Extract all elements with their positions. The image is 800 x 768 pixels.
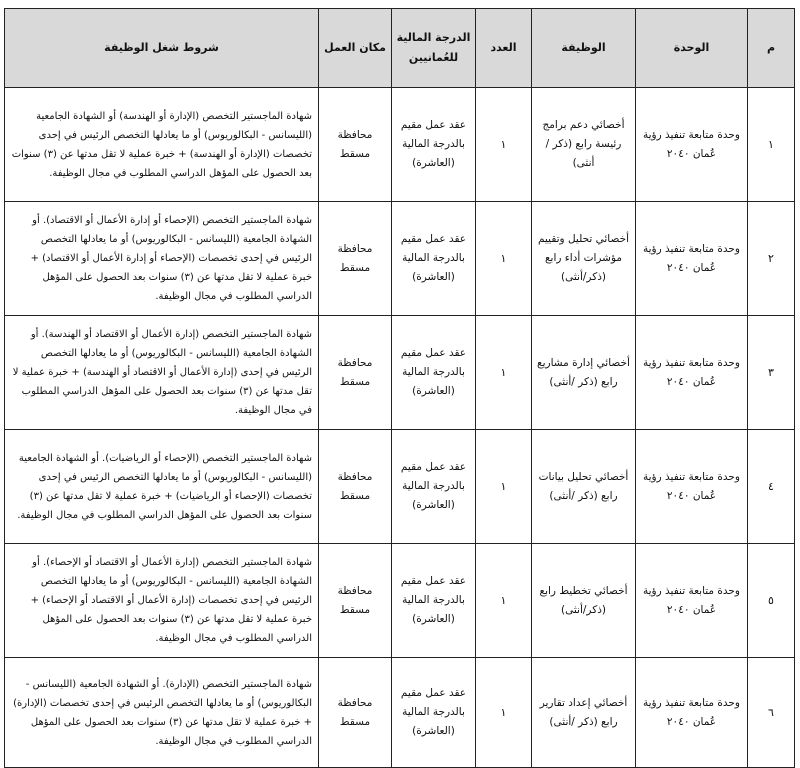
job-cell: أخصائي تحليل وتقييم مؤشرات أداء رابع (ذكر/أنثى) <box>532 202 636 316</box>
conditions-cell: شهادة الماجستير التخصص (إدارة الأعمال أو الاقتصاد أو الهندسة). أو الشهادة الجامعية (الليسانس - البكالوريوس) أو ما يعادلها التخصص الرئيس في إحدى (إدارة الأعمال أو الاقتصاد أو الهندسة) + خبرة عملية لا تقل مدتها عن (٣) سنوات بعد الحصول على المؤهل الدراسي المطلوب في مجال الوظيفة. <box>5 316 319 430</box>
header-grade: الدرجة المالية للعُمانيين <box>392 9 476 88</box>
grade-cell: عقد عمل مقيم بالدرجة المالية (العاشرة) <box>392 202 476 316</box>
table-row <box>5 430 795 544</box>
count-cell: ١ <box>476 316 532 430</box>
table-row <box>5 88 795 202</box>
row-number: ٦ <box>748 658 795 768</box>
place-cell: محافظة مسقط <box>319 658 392 768</box>
table-row <box>5 658 795 768</box>
header-conditions: شروط شغل الوظيفة <box>5 9 319 88</box>
conditions-cell: شهادة الماجستير التخصص (الإدارة). أو الشهادة الجامعية (الليسانس - البكالوريوس) أو ما يعادلها التخصص الرئيس في إحدى تخصصات (الإدارة) + خبرة عملية لا تقل مدتها عن (٣) سنوات بعد الحصول على المؤهل الدراسي المطلوب في مجال الوظيفة. <box>5 658 319 768</box>
header-unit: الوحدة <box>636 9 748 88</box>
grade-cell: عقد عمل مقيم بالدرجة المالية (العاشرة) <box>392 88 476 202</box>
count-cell: ١ <box>476 544 532 658</box>
conditions-cell: شهادة الماجستير التخصص (الإحصاء أو إدارة الأعمال أو الاقتصاد). أو الشهادة الجامعية (الليسانس - البكالوريوس) أو ما يعادلها التخصص الرئيس في إحدى تخصصات (الإحصاء أو إدارة الأعمال أو الاقتصاد) + خبرة عملية لا تقل مدتها عن (٣) سنوات بعد الحصول على المؤهل الدراسي المطلوب في مجال الوظيفة. <box>5 202 319 316</box>
header-place: مكان العمل <box>319 9 392 88</box>
conditions-cell: شهادة الماجستير التخصص (الإدارة أو الهندسة) أو الشهادة الجامعية (الليسانس - البكالوريوس) أو ما يعادلها التخصص الرئيس في إحدى تخصصات (الإدارة أو الهندسة) + خبرة عملية لا تقل مدتها عن (٣) سنوات بعد الحصول على المؤهل الدراسي المطلوب في مجال الوظيفة. <box>5 88 319 202</box>
row-number: ٣ <box>748 316 795 430</box>
conditions-cell: شهادة الماجستير التخصص (إدارة الأعمال أو الاقتصاد أو الإحصاء). أو الشهادة الجامعية (الليسانس - البكالوريوس) أو ما يعادلها التخصص الرئيس في إحدى تخصصات (إدارة الأعمال أو الاقتصاد أو الإحصاء) + خبرة عملية لا تقل مدتها عن (٣) سنوات بعد الحصول على المؤهل الدراسي المطلوب في مجال الوظيفة. <box>5 544 319 658</box>
count-cell: ١ <box>476 202 532 316</box>
table-row <box>5 202 795 316</box>
row-number: ١ <box>748 88 795 202</box>
count-cell: ١ <box>476 658 532 768</box>
conditions-cell: شهادة الماجستير التخصص (الإحصاء أو الرياضيات). أو الشهادة الجامعية (الليسانس - البكالوريوس) أو ما يعادلها التخصص الرئيس في إحدى تخصصات (الإحصاء أو الرياضيات) + خبرة عملية لا تقل مدتها عن (٣) سنوات بعد الحصول على المؤهل الدراسي المطلوب في مجال الوظيفة. <box>5 430 319 544</box>
table-row <box>5 544 795 658</box>
job-cell: أخصائي تخطيط رابع (ذكر/أنثى) <box>532 544 636 658</box>
job-cell: أخصائي إعداد تقارير رابع (ذكر /أنثى) <box>532 658 636 768</box>
grade-cell: عقد عمل مقيم بالدرجة المالية (العاشرة) <box>392 430 476 544</box>
header-no: م <box>748 9 795 88</box>
unit-cell: وحدة متابعة تنفيذ رؤية عُمان ٢٠٤٠ <box>636 430 748 544</box>
job-cell: أخصائي دعم برامج رئيسة رابع (ذكر /أنثى) <box>532 88 636 202</box>
unit-cell: وحدة متابعة تنفيذ رؤية عُمان ٢٠٤٠ <box>636 88 748 202</box>
header-job: الوظيفة <box>532 9 636 88</box>
unit-cell: وحدة متابعة تنفيذ رؤية عُمان ٢٠٤٠ <box>636 202 748 316</box>
place-cell: محافظة مسقط <box>319 202 392 316</box>
place-cell: محافظة مسقط <box>319 88 392 202</box>
row-number: ٤ <box>748 430 795 544</box>
header-count: العدد <box>476 9 532 88</box>
unit-cell: وحدة متابعة تنفيذ رؤية عُمان ٢٠٤٠ <box>636 658 748 768</box>
jobs-table <box>4 8 795 768</box>
grade-cell: عقد عمل مقيم بالدرجة المالية (العاشرة) <box>392 658 476 768</box>
row-number: ٥ <box>748 544 795 658</box>
place-cell: محافظة مسقط <box>319 544 392 658</box>
count-cell: ١ <box>476 430 532 544</box>
grade-cell: عقد عمل مقيم بالدرجة المالية (العاشرة) <box>392 544 476 658</box>
place-cell: محافظة مسقط <box>319 430 392 544</box>
count-cell: ١ <box>476 88 532 202</box>
table-header-row <box>5 9 795 88</box>
unit-cell: وحدة متابعة تنفيذ رؤية عُمان ٢٠٤٠ <box>636 316 748 430</box>
job-cell: أخصائي تحليل بيانات رابع (ذكر /أنثى) <box>532 430 636 544</box>
grade-cell: عقد عمل مقيم بالدرجة المالية (العاشرة) <box>392 316 476 430</box>
job-cell: أخصائي إدارة مشاريع رابع (ذكر /أنثى) <box>532 316 636 430</box>
place-cell: محافظة مسقط <box>319 316 392 430</box>
table-row <box>5 316 795 430</box>
jobs-table-sheet <box>5 8 795 768</box>
row-number: ٢ <box>748 202 795 316</box>
unit-cell: وحدة متابعة تنفيذ رؤية عُمان ٢٠٤٠ <box>636 544 748 658</box>
